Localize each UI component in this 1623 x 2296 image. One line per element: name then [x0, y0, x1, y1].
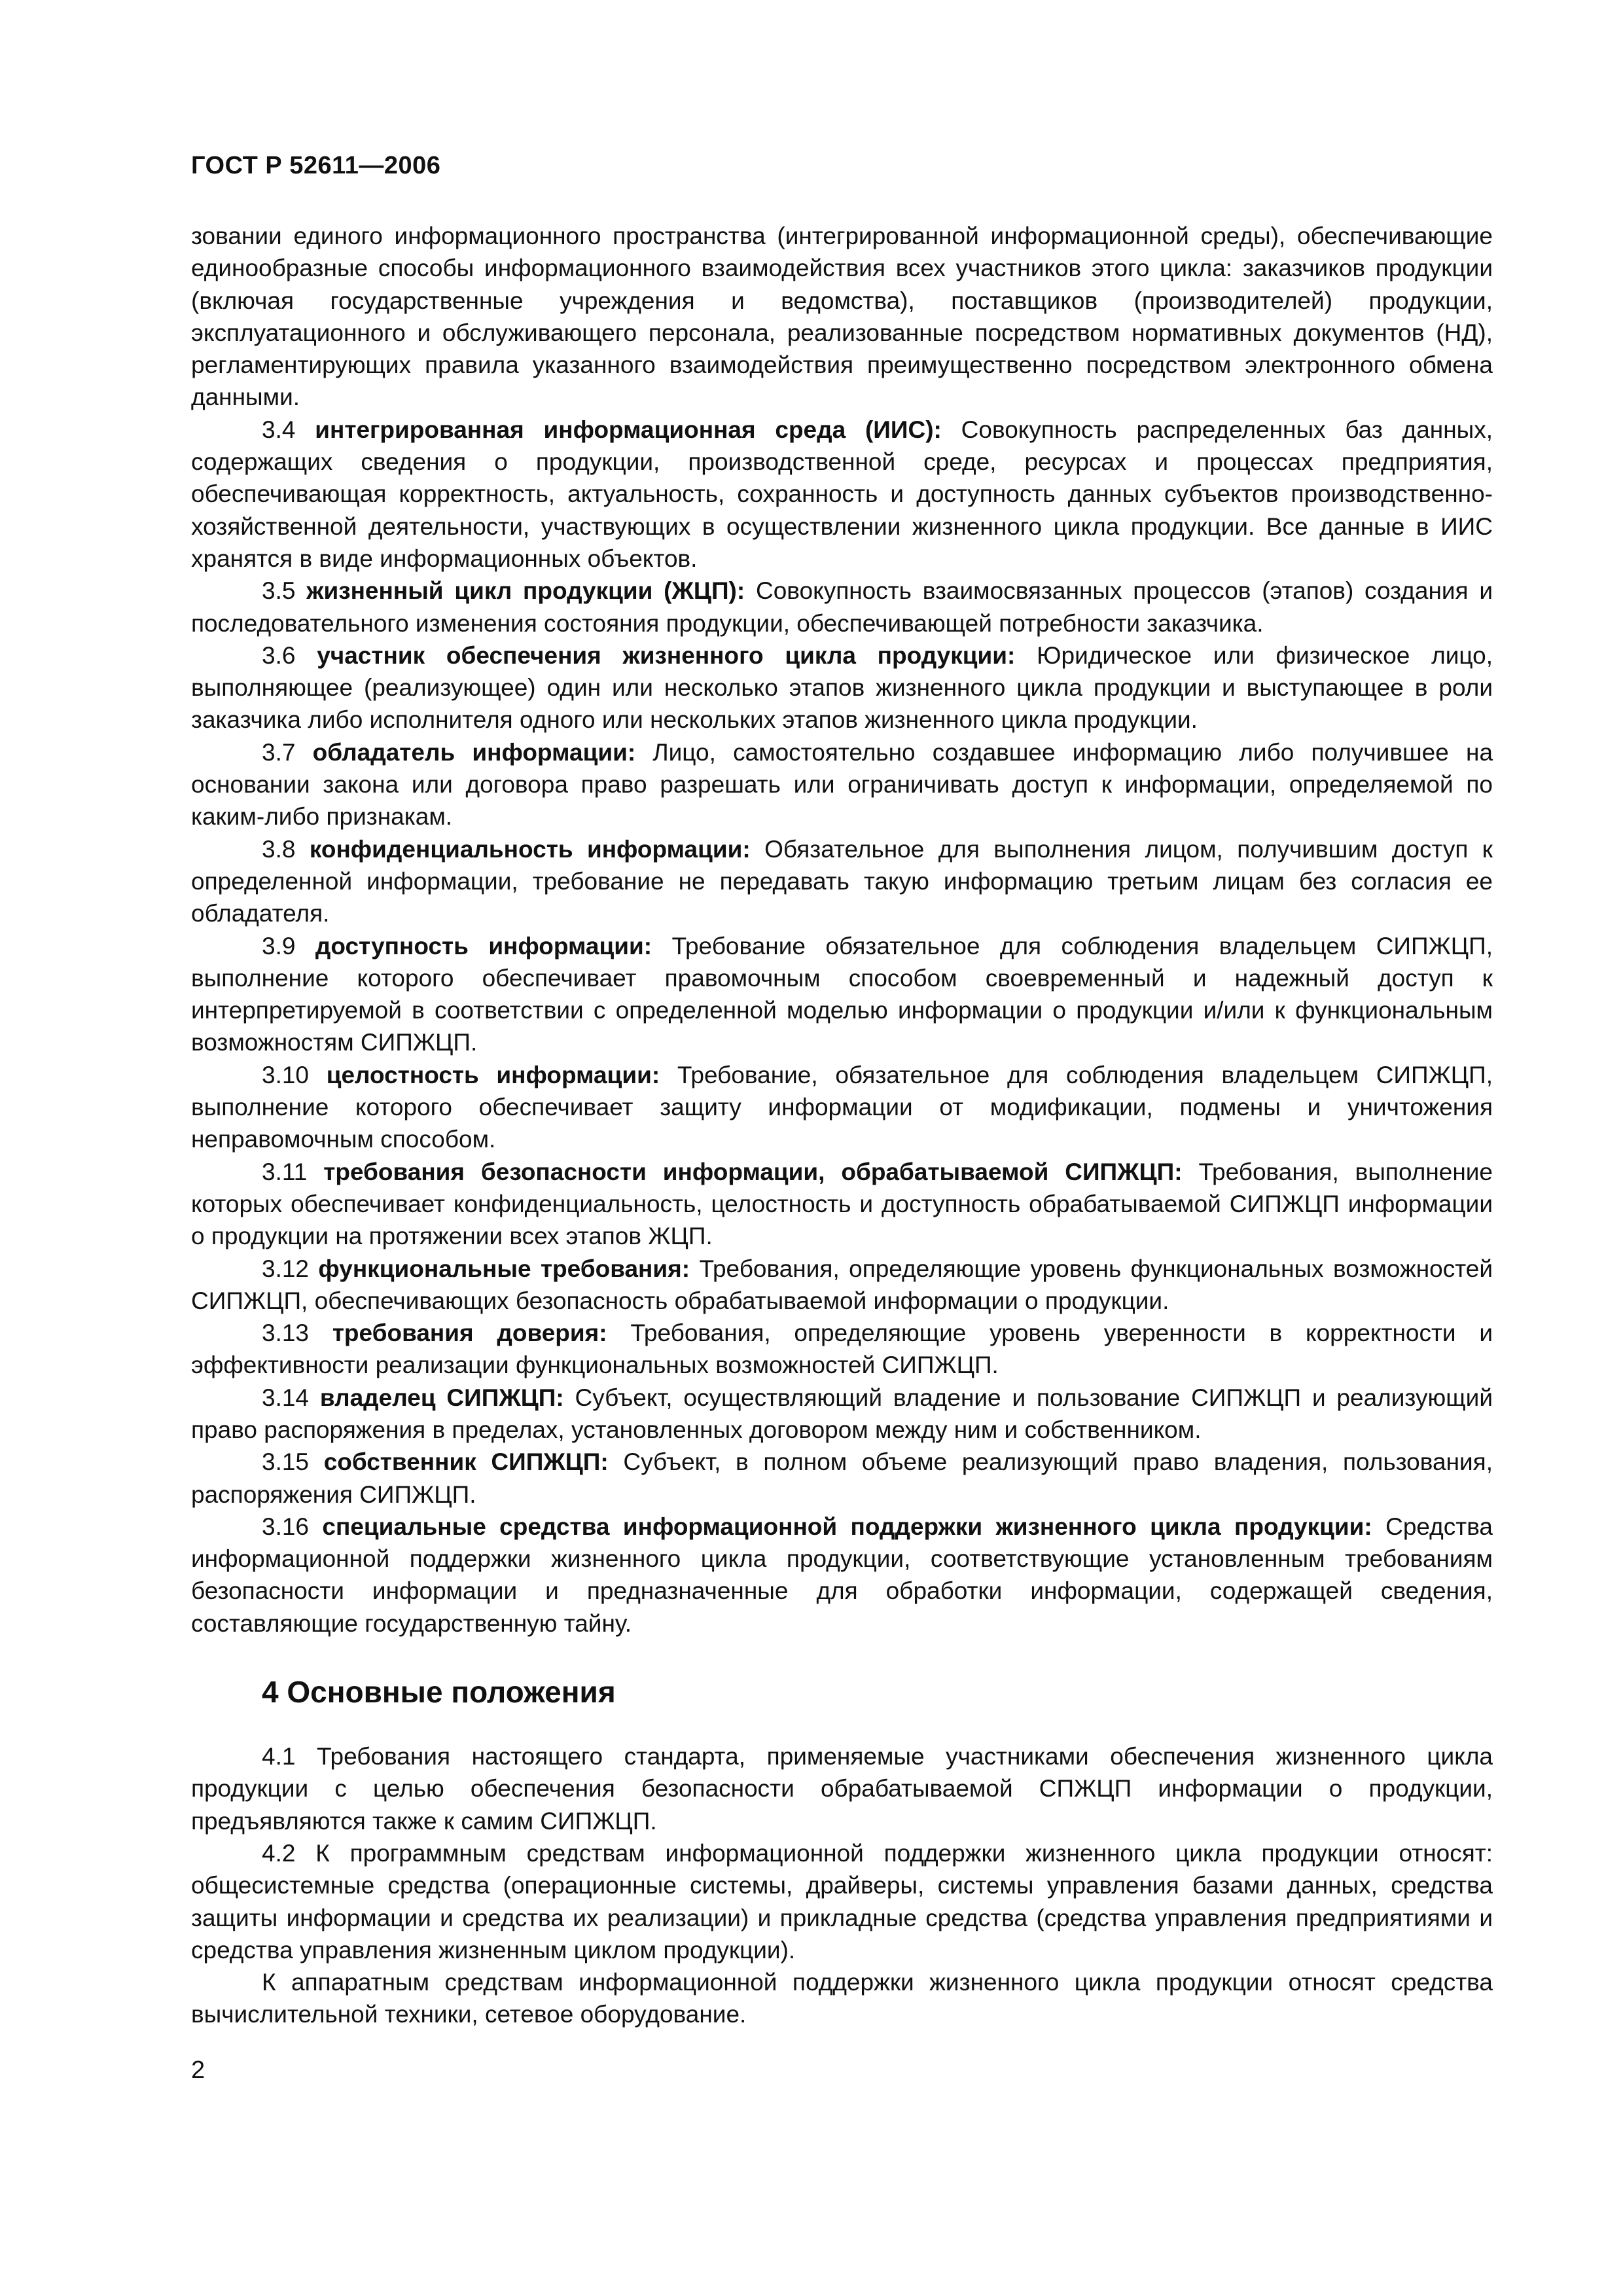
definition-term: собственник СИПЖЦП: — [323, 1448, 609, 1476]
definition-text: Средства информационной поддержки жизненного цикла продукции, соответствующие установленным требованиям безопасности информации и предназначенные для обработки информации, содержащей сведения, составляющие государственную тайну. — [191, 1513, 1493, 1637]
definition-paragraph — [191, 639, 1493, 736]
paragraph-4-1: 4.1 Требования настоящего стандарта, применяемые участниками обеспечения жизненного цикла продукции с целью обеспечения безопасности обрабатываемой СПЖЦП информации о продукции, предъявляются также к самим СИПЖЦП. — [191, 1743, 1493, 1835]
intro-paragraph: зовании единого информационного пространства (интегрированной информационной среды), обеспечивающие единообразные способы информационного взаимодействия всех участников этого цикла: заказчиков продукции (включая государственные учреждения и ведомства), поставщиков (производителей) продукции, эксплуатационного и обслуживающего персонала, реализованные посредством нормативных документов (НД), регламентирующих правила указанного взаимодействия преимущественно посредством электронного обмена данными. — [191, 223, 1493, 411]
definition-paragraph — [191, 1511, 1493, 1640]
section-4-title: 4 Основные положения — [262, 1675, 616, 1710]
definition-number: 3.9 — [262, 932, 296, 960]
definition-term: владелец СИПЖЦП: — [319, 1384, 564, 1411]
definition-term: целостность информации: — [326, 1061, 660, 1088]
definition-term: доступность информации: — [315, 932, 652, 960]
definition-paragraph — [191, 833, 1493, 930]
definition-paragraph — [191, 1253, 1493, 1318]
definition-text: Совокупность распределенных баз данных, содержащих сведения о продукции, производственной среде, ресурсах и процессах предприятия, обеспечивающая корректность, актуальность, сохранность и доступность данных субъектов производственно-хозяйственной деятельности, участвующих в осуществлении жизненного цикла продукции. Все данные в ИИС хранятся в виде информационных объектов. — [191, 416, 1493, 572]
definition-number: 3.15 — [262, 1448, 310, 1476]
definition-term: функциональные требования: — [318, 1255, 690, 1282]
definition-paragraph — [191, 930, 1493, 1059]
definition-number: 3.13 — [262, 1319, 310, 1347]
definition-number: 3.14 — [262, 1384, 310, 1411]
definition-text: Субъект, осуществляющий владение и пользование СИПЖЦП и реализующий право распоряжения в пределах, установленных договором между ним и собственником. — [191, 1384, 1493, 1443]
page-number: 2 — [191, 2056, 205, 2084]
definition-paragraph — [191, 414, 1493, 575]
definition-number: 3.10 — [262, 1061, 310, 1088]
definition-number: 3.12 — [262, 1255, 310, 1282]
definition-text: Обязательное для выполнения лицом, получившим доступ к определенной информации, требование не передавать такую информацию третьим лицам без согласия ее обладателя. — [191, 835, 1493, 927]
definition-paragraph — [191, 1446, 1493, 1511]
definition-paragraph — [191, 1382, 1493, 1446]
definition-number: 3.5 — [262, 577, 296, 605]
definition-paragraph — [191, 575, 1493, 639]
definition-text: Требования, определяющие уровень уверенности в корректности и эффективности реализации функциональных возможностей СИПЖЦП. — [191, 1319, 1493, 1379]
definitions-list — [191, 414, 1493, 1640]
definition-paragraph — [191, 736, 1493, 833]
definition-text: Требование, обязательное для соблюдения владельцем СИПЖЦП, выполнение которого обеспечивает защиту информации от модификации, подмены и уничтожения неправомочным способом. — [191, 1061, 1493, 1153]
definition-term: специальные средства информационной поддержки жизненного цикла продукции: — [322, 1513, 1372, 1540]
definition-number: 3.6 — [262, 641, 296, 669]
paragraph-4-2-hardware: К аппаратным средствам информационной поддержки жизненного цикла продукции относят средства вычислительной техники, сетевое оборудование. — [191, 1969, 1493, 2028]
definition-text: Совокупность взаимосвязанных процессов (этапов) создания и последовательного изменения состояния продукции, обеспечивающей потребности заказчика. — [191, 577, 1493, 637]
definition-number: 3.16 — [262, 1513, 310, 1540]
definition-number: 3.7 — [262, 738, 296, 766]
definition-term: требования доверия: — [332, 1319, 607, 1347]
definition-term: участник обеспечения жизненного цикла продукции: — [317, 641, 1016, 669]
definition-term: требования безопасности информации, обрабатываемой СИПЖЦП: — [323, 1158, 1183, 1185]
definition-term: жизненный цикл продукции (ЖЦП): — [306, 577, 745, 605]
definition-paragraph — [191, 1317, 1493, 1382]
definition-text: Лицо, самостоятельно создавшее информацию либо получившее на основании закона или договора право разрешать или ограничивать доступ к информации, определяемой по каким-либо признакам. — [191, 738, 1493, 831]
document-body — [191, 220, 1493, 2031]
definition-text: Юридическое или физическое лицо, выполняющее (реализующее) один или несколько этапов жизненного цикла продукции и выступающее в роли заказчика либо исполнителя одного или нескольких этапов жизненного цикла продукции. — [191, 641, 1493, 734]
definition-term: интегрированная информационная среда (ИИС): — [315, 416, 942, 443]
standard-header: ГОСТ Р 52611—2006 — [191, 152, 441, 179]
definition-text: Требование обязательное для соблюдения владельцем СИПЖЦП, выполнение которого обеспечивает правомочным способом своевременный и надежный доступ к интерпретируемой в соответствии с определенной моделью информации о продукции и/или к функциональным возможностям СИПЖЦП. — [191, 932, 1493, 1056]
definition-text: Требования, определяющие уровень функциональных возможностей СИПЖЦП, обеспечивающих безопасность обрабатываемой информации о продукции. — [191, 1255, 1493, 1314]
definition-paragraph — [191, 1059, 1493, 1156]
definition-number: 3.4 — [262, 416, 296, 443]
definition-number: 3.11 — [262, 1158, 308, 1185]
definition-text: Требования, выполнение которых обеспечивает конфиденциальность, целостность и доступность обрабатываемой СИПЖЦП информации о продукции на протяжении всех этапов ЖЦП. — [191, 1158, 1493, 1250]
definition-term: конфиденциальность информации: — [309, 835, 751, 863]
paragraph-4-2: 4.2 К программным средствам информационной поддержки жизненного цикла продукции относят: общесистемные средства (операционные системы, драйверы, системы управления базами данных, средства защиты информации и средства их реализации) и прикладные средства (средства управления предприятиями и средства управления жизненным циклом продукции). — [191, 1839, 1493, 1964]
definition-text: Субъект, в полном объеме реализующий право владения, пользования, распоряжения СИПЖЦП. — [191, 1448, 1493, 1508]
definition-paragraph — [191, 1156, 1493, 1253]
definition-number: 3.8 — [262, 835, 296, 863]
definition-term: обладатель информации: — [312, 738, 636, 766]
